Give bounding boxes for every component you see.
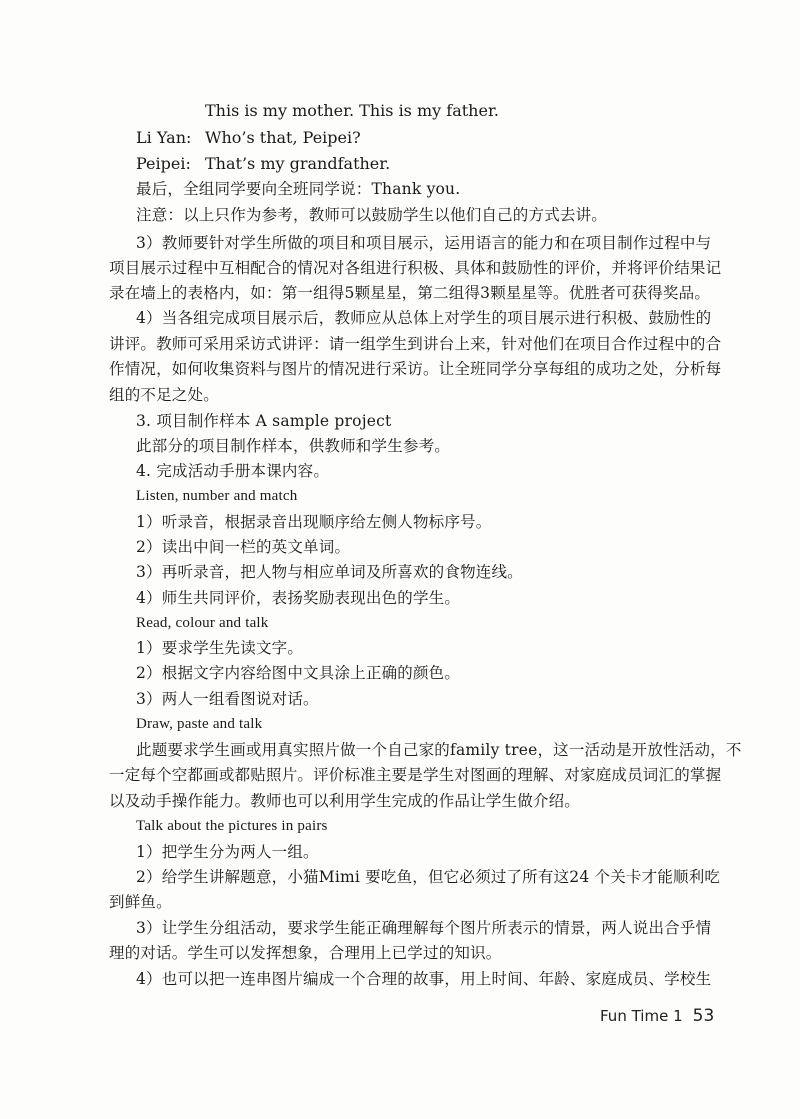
- list-item: 2）根据文字内容给图中文具涂上正确的颜色。: [136, 664, 461, 682]
- paragraph-line: 一定每个空都画或都贴照片。评价标准主要是学生对图画的理解、对家庭成员词汇的掌握: [109, 766, 722, 784]
- activity-heading: Talk about the pictures in pairs: [136, 818, 328, 834]
- list-item-continued: 到鲜鱼。: [109, 893, 172, 911]
- page-number: 53: [692, 1006, 715, 1026]
- list-item: 1）要求学生先读文字。: [136, 639, 304, 657]
- section-heading: 3. 项目制作样本 A sample project: [136, 412, 392, 430]
- list-item: 2）给学生讲解题意，小猫Mimi 要吃鱼，但它必须过了所有这24 个关卡才能顺利吃: [136, 868, 721, 886]
- list-item: 1）听录音，根据录音出现顺序给左侧人物标序号。: [136, 513, 492, 531]
- paragraph-line: 组的不足之处。: [109, 386, 219, 404]
- speaker-name: Peipei:: [136, 154, 191, 173]
- activity-heading: Read, colour and talk: [136, 615, 269, 631]
- paragraph-line: 以及动手操作能力。教师也可以利用学生完成的作品让学生做介绍。: [109, 792, 581, 810]
- speaker-name: Li Yan:: [136, 128, 192, 147]
- list-item: 3）再听录音，把人物与相应单词及所喜欢的食物连线。: [136, 563, 523, 581]
- dialog-text: That’s my grandfather.: [205, 154, 391, 173]
- paragraph-line: 讲评。教师可采用采访式讲评：请一组学生到讲台上来，针对他们在项目合作过程中的合: [109, 335, 722, 353]
- list-item: 1）把学生分为两人一组。: [136, 843, 319, 861]
- list-item-continued: 理的对话。学生可以发挥想象，合理用上已学过的知识。: [109, 944, 502, 962]
- paragraph-line: 最后，全组同学要向全班同学说：Thank you.: [136, 180, 461, 198]
- paragraph-line: 录在墙上的表格内，如：第一组得5颗星星，第二组得3颗星星等。优胜者可获得奖品。: [109, 284, 711, 302]
- dialog-text: Who’s that, Peipei?: [205, 128, 361, 147]
- list-item: 3）让学生分组活动，要求学生能正确理解每个图片所表示的情景，两人说出合乎情: [136, 919, 712, 937]
- paragraph-line: 注意：以上只作为参考，教师可以鼓励学生以他们自己的方式去讲。: [136, 206, 608, 224]
- list-item: 3）两人一组看图说对话。: [136, 690, 319, 708]
- paragraph-line: 作情况，如何收集资料与图片的情况进行采访。让全班同学分享每组的成功之处，分析每: [109, 360, 722, 378]
- list-item: 4）师生共同评价，表扬奖励表现出色的学生。: [136, 589, 461, 607]
- paragraph-line: 此题要求学生画或用真实照片做一个自己家的family tree，这一活动是开放性活动，不: [136, 741, 742, 759]
- list-item: 4）也可以把一连串图片编成一个合理的故事，用上时间、年龄、家庭成员、学校生: [136, 970, 712, 988]
- paragraph-line: 4）当各组完成项目展示后，教师应从总体上对学生的项目展示进行积极、鼓励性的: [136, 309, 712, 327]
- list-item: 2）读出中间一栏的英文单词。: [136, 538, 351, 556]
- paragraph-line: 3）教师要针对学生所做的项目和项目展示，运用语言的能力和在项目制作过程中与: [136, 234, 712, 252]
- paragraph-line: 此部分的项目制作样本，供教师和学生参考。: [136, 437, 451, 455]
- page-footer: [600, 1006, 714, 1026]
- paragraph-line: 项目展示过程中互相配合的情况对各组进行积极、具体和鼓励性的评价，并将评价结果记: [109, 259, 722, 277]
- footer-unit-title: Fun Time 1: [600, 1007, 683, 1025]
- dialog-text: This is my mother. This is my father.: [205, 101, 499, 120]
- activity-heading: Draw, paste and talk: [136, 716, 263, 732]
- section-heading: 4. 完成活动手册本课内容。: [136, 462, 330, 480]
- activity-heading: Listen, number and match: [136, 488, 298, 504]
